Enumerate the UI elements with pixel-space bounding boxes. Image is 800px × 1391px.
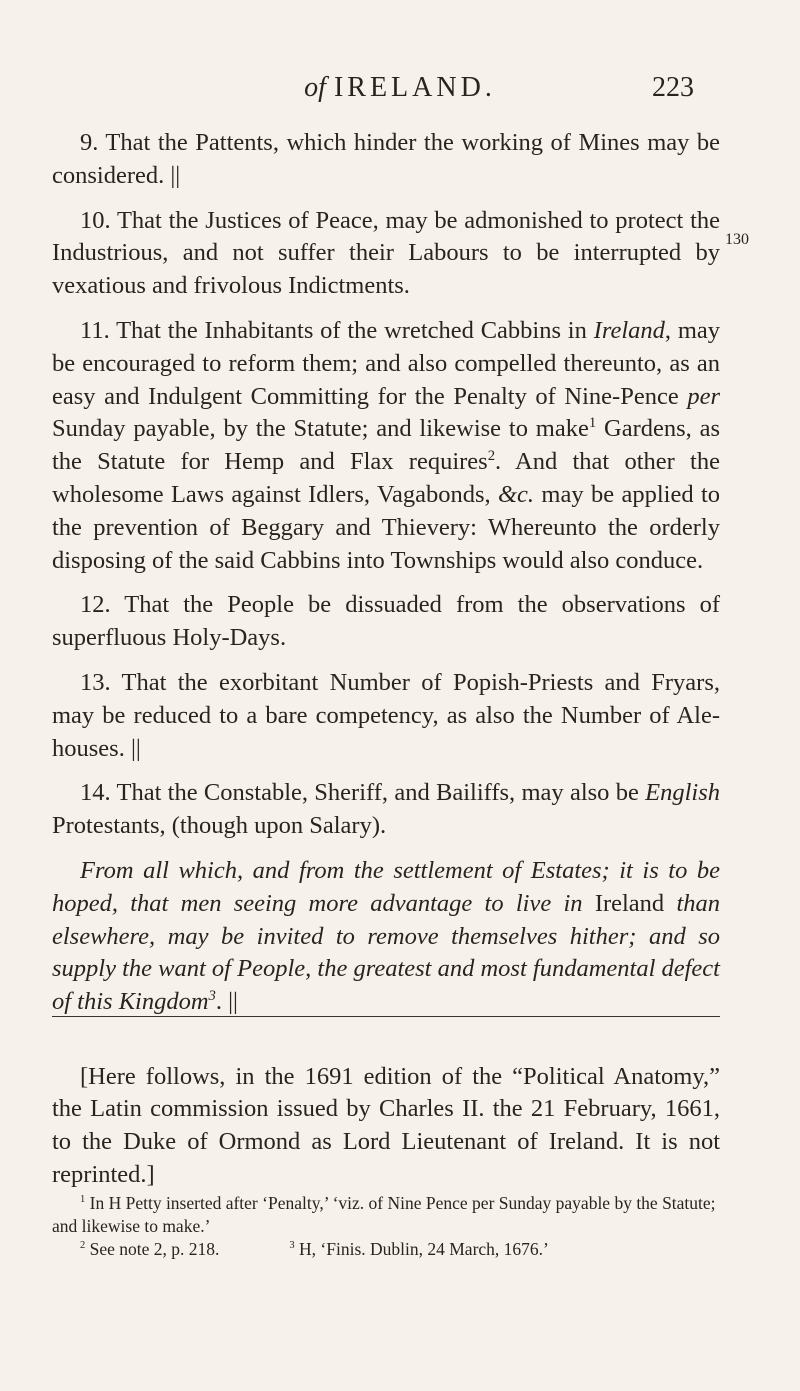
p11-part-c: Sunday payable, by the Statute; and likewise to make xyxy=(52,415,589,443)
page-number: 223 xyxy=(652,72,694,103)
paragraph-12: 12. That the People be dissuaded from the observations of superfluous Holy-Days. xyxy=(52,591,720,652)
p11-per: per xyxy=(687,382,720,410)
p14-english: English xyxy=(645,779,720,807)
footnote-2-mark: 2 xyxy=(80,1240,86,1252)
footnote-3 xyxy=(289,1238,548,1261)
paragraph-14 xyxy=(52,777,720,843)
closing-ireland: Ireland xyxy=(594,889,665,917)
footnote-3-mark: 3 xyxy=(289,1240,295,1252)
p11-part-d: Gardens, as the Statute for Hemp and Flax requires xyxy=(52,415,720,476)
p11-ireland: Ireland xyxy=(593,316,665,344)
footnote-3-text: H, ‘Finis. Dublin, 24 March, 1676.’ xyxy=(299,1239,549,1259)
footnote-ref-3: 3 xyxy=(208,987,216,1004)
p11-part-a: 11. That the Inhabitants of the wretched Cabbins in xyxy=(80,316,594,344)
footnote-2-text: See note 2, p. 218. xyxy=(89,1239,220,1259)
running-title-of: of xyxy=(304,72,326,103)
paragraph-11 xyxy=(52,315,720,577)
section-divider xyxy=(52,1016,720,1017)
main-text xyxy=(52,127,720,1031)
footnote-ref-1: 1 xyxy=(588,415,597,432)
closing-part-c: . || xyxy=(215,988,238,1016)
footnote-1-mark: 1 xyxy=(80,1194,86,1206)
running-title-text: IRELAND. xyxy=(333,72,496,103)
p11-part-e: . And that other the wholesome Laws against Idlers, Vagabonds, xyxy=(52,448,720,508)
paragraph-13: 13. That the exorbitant Number of Popish-Priests and Fryars, may be reduced to a bare competency, as also the Number of Ale-houses. || xyxy=(52,668,720,762)
paragraph-9: 9. That the Pattents, which hinder the working of Mines may be considered. || xyxy=(52,129,720,189)
editor-note: [Here follows, in the 1691 edition of the “Political Anatomy,” the Latin commission issued by Charles II. the 21 February, 1661, to the Duke of Ormond as Lord Lieutenant of Ireland. It is not reprinted.] xyxy=(52,1062,720,1188)
footnote-2 xyxy=(80,1238,219,1261)
footnote-ref-2: 2 xyxy=(487,448,496,465)
margin-page-reference: 130 xyxy=(725,231,749,248)
p11-part-b: , may be encouraged to reform them; and also compelled thereunto, as an easy and Indulgent Committing for the Penalty of Nine-Pence xyxy=(52,316,720,410)
closing-part-a: From all which, and from the settlement of Estates; it is to be hoped, that men seeing more advantage to live in xyxy=(52,856,720,917)
page-header xyxy=(0,72,800,112)
paragraph-10: 10. That the Justices of Peace, may be admonished to protect the Industrious, and not suffer their Labours to be interrupted by vexatious and frivolous Indictments. xyxy=(52,206,720,300)
footnotes xyxy=(52,1192,720,1261)
footnote-1-text: In H Petty inserted after ‘Penalty,’ ‘viz. of Nine Pence per Sunday payable by the Statute; and likewise to make.’ xyxy=(52,1193,716,1236)
p11-etc: &c. xyxy=(498,480,535,508)
footnote-1 xyxy=(52,1192,720,1238)
closing-paragraph xyxy=(52,855,720,1019)
p11-part-f: may be applied to the prevention of Beggary and Thievery: Whereunto the orderly disposing of the said Cabbins into Townships would also conduce. xyxy=(52,480,721,574)
footnote-row xyxy=(52,1238,720,1261)
p14-part-b: Protestants, (though upon Salary). xyxy=(52,812,387,840)
closing-part-b: than elsewhere, may be invited to remove themselves hither; and so supply the want of People, the greatest and most fundamental defect of this Kingdom xyxy=(52,889,721,1016)
p14-part-a: 14. That the Constable, Sheriff, and Bailiffs, may also be xyxy=(80,779,646,807)
